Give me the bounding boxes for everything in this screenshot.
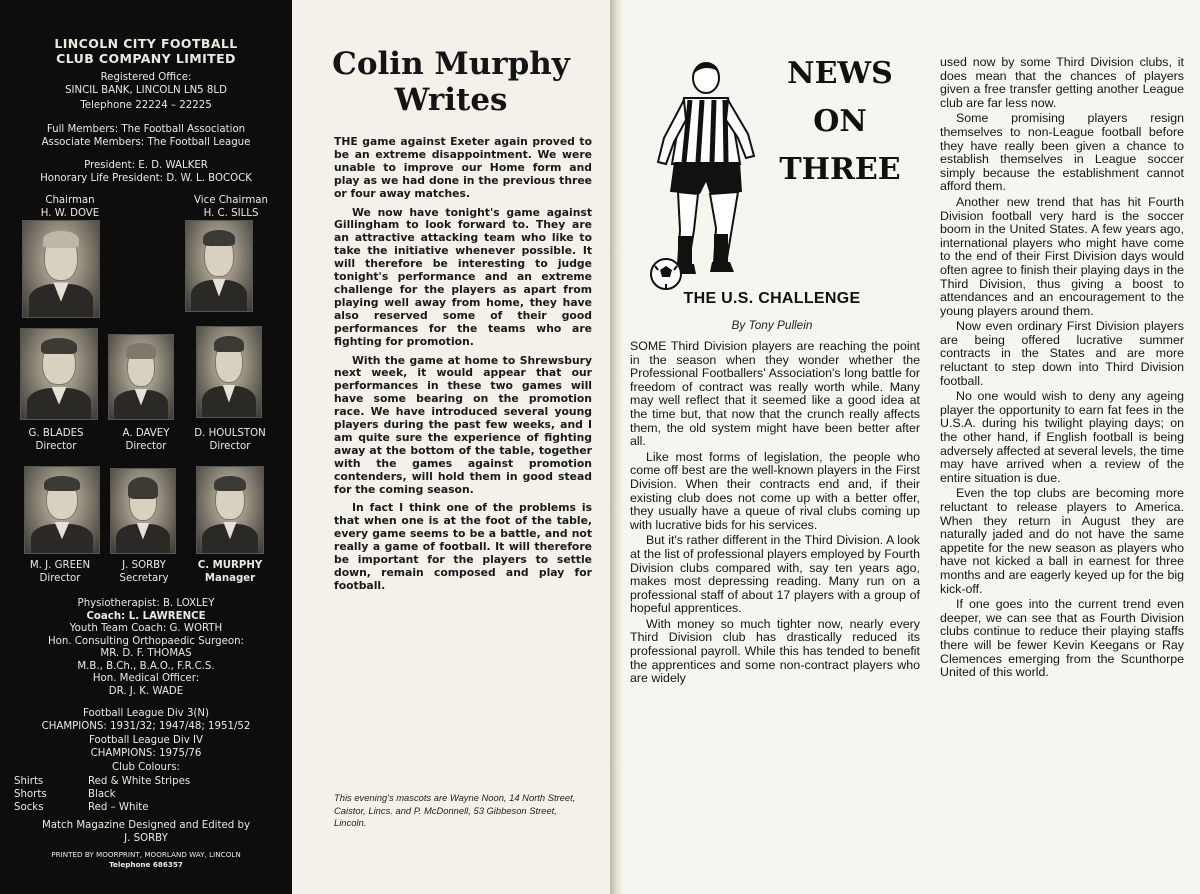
green-photo — [24, 466, 100, 554]
article-column-2 — [940, 56, 1184, 682]
colour-value: Red – White — [88, 802, 149, 813]
club-telephone: Telephone 22224 – 22225 — [80, 100, 212, 111]
article-paragraph: THE game against Exeter again proved to be an extreme disappointment. We were unable to improve our Home form and play as we had done in the previous three or four away matches. — [334, 135, 592, 200]
full-members: Full Members: The Football Association — [46, 124, 246, 135]
magazine-credit-line1: Match Magazine Designed and Edited by — [42, 820, 250, 831]
news-on-three-page — [624, 0, 1200, 894]
officer-role: Manager — [204, 572, 256, 584]
news-title-line3: THREE — [779, 152, 901, 187]
article-paragraph: If one goes into the current trend even deeper, we can see that as Fourth Division clubs continue to reduce their playing staffs there will be fewer Kevin Keegans or Ray Clemences emerging from the Scunthorpe United of this world. — [940, 597, 1184, 680]
staff — [0, 598, 292, 698]
article-paragraph: With money so much tighter now, nearly every Third Division club has drastically reduced its professional payroll. While this has tended to benefit the apprentices and some non-contract players who are widely — [630, 616, 920, 686]
blades-photo — [20, 328, 98, 420]
article-title-line2: Writes — [394, 82, 508, 118]
officer-name: D. HOULSTON — [194, 428, 266, 439]
officer-name: J. SORBY — [122, 560, 166, 571]
registered-office — [0, 72, 292, 113]
article-paragraph: Like most forms of legislation, the people who come off best are the well-known players in the First Division. When their contracts end and, if their existing club does not come up with a better offer, they usually have a queue of rival clubs coming up with lucrative bids for his services. — [630, 449, 920, 532]
page-fold — [610, 0, 624, 894]
colour-item: Shirts — [14, 776, 44, 787]
article-column-1 — [630, 340, 920, 688]
colours-heading — [0, 762, 292, 775]
club-name-line1: LINCOLN CITY FOOTBALL — [54, 36, 238, 51]
mascots-note: This evening's mascots are Wayne Noon, 14 North Street, Caistor, Lincs. and P. McDonnell, 53 Gibbeson Street, Lincoln. — [334, 792, 576, 828]
honour-div4-label: Football League Div IV — [89, 735, 203, 746]
officer-name: M. J. GREEN — [29, 560, 91, 571]
colin-murphy-page — [292, 0, 610, 894]
article-paragraph: SOME Third Division players are reaching the point in the season when they wonder whether the Professional Footballers' Association's long battle for freedom of contract was really worth while. Many may well reflect that it seemed like a good idea at the time but, that now that the crunch really affects them, the old system might have been better after all. — [630, 339, 920, 449]
vice-chairman-caption — [172, 195, 290, 220]
officer-caption-murphy — [180, 560, 280, 585]
chairman-photo — [22, 220, 100, 318]
officer-name: C. MURPHY — [197, 560, 263, 571]
medical-officer-label: Hon. Medical Officer: — [92, 673, 200, 684]
article-byline: By Tony Pullein — [731, 318, 813, 332]
vice-chairman-name: H. C. SILLS — [203, 207, 259, 219]
physiotherapist: Physiotherapist: B. LOXLEY — [77, 598, 215, 609]
honorary-life-president: Honorary Life President: D. W. L. BOCOCK — [40, 172, 252, 184]
honour-div3n-years: CHAMPIONS: 1931/32; 1947/48; 1951/52 — [41, 720, 251, 732]
club-name — [0, 36, 292, 66]
vice-chairman-photo — [185, 220, 253, 312]
honour-div3n-label: Football League Div 3(N) — [83, 708, 209, 719]
magazine-credit-line2: J. SORBY — [124, 832, 168, 844]
article-title-line1: Colin Murphy — [332, 46, 570, 82]
president: President: E. D. WALKER — [84, 160, 208, 171]
honours — [0, 708, 292, 760]
article-paragraph: We now have tonight's game against Gillingham to look forward to. They are an attractive attacking team who like to take the initiative whenever possible. It will therefore be interesting to judge tonight's performance and an extreme challenge for the players as apart from playing well away from home, they have also reserved some of their good performances for the teams who are fighting for promotion. — [334, 205, 592, 348]
officer-caption-sorby — [94, 560, 194, 585]
article-paragraph: But it's rather different in the Third Division. A look at the list of professional players employed by Fourth Division clubs compared with, say ten years ago, makes most depressing reading. Many run on a professional staff of about 17 players with a group of hopeful apprentices. — [630, 533, 920, 616]
footballer-illustration — [650, 60, 760, 294]
club-name-line2: CLUB COMPANY LIMITED — [56, 51, 236, 66]
reg-office-label: Registered Office: — [100, 72, 192, 83]
presidents — [0, 160, 292, 185]
membership — [0, 124, 292, 149]
coach: Coach: L. LAWRENCE — [86, 610, 206, 622]
article-paragraph: In fact I think one of the problems is that when one is at the foot of the table, every game seems to be a battle, and not really a game of football. It will therefore be important for the players to settle down, remain composed and play for football. — [334, 501, 592, 592]
article-paragraph: Another new trend that has hit Fourth Division football very hard is the soccer boom in the United States. A few years ago, international players who might have come to the end of their First Division days would often agree to finish their playing days in the Third Division, thus giving a boost to attendances and an encouragement to the young players around them. — [940, 194, 1184, 318]
club-info-panel — [0, 0, 292, 894]
vice-chairman-title: Vice Chairman — [194, 195, 268, 206]
surgeon-name: MR. D. F. THOMAS — [100, 648, 192, 659]
murphy-photo — [196, 466, 264, 554]
article-paragraph: used now by some Third Division clubs, it does mean that the chances of players given a free transfer getting another League club are far less now. — [940, 55, 1184, 110]
article-paragraph: No one would wish to deny any ageing player the opportunity to earn fat fees in the U.S.A. during his twilight playing days; on the other hand, if English football is being adversely affected at several levels, the time may have arrived when a review of the entire situation is due. — [940, 389, 1184, 485]
officer-role: Director — [35, 440, 77, 452]
article-paragraph: Some promising players resign themselves to non-League football before they have really been given a chance to establish themselves in League soccer simply because the establishment cannot afford them. — [940, 111, 1184, 194]
news-title-line1: NEWS — [787, 56, 893, 91]
associate-members: Associate Members: The Football League — [41, 136, 251, 148]
officer-caption-houlston — [180, 428, 280, 453]
printer-telephone: Telephone 686357 — [109, 860, 183, 869]
colour-value: Red & White Stripes — [88, 776, 191, 787]
officer-name: A. DAVEY — [122, 428, 170, 439]
sorby-photo — [110, 468, 176, 554]
chairman-title: Chairman — [45, 195, 95, 206]
article-paragraph: With the game at home to Shrewsbury next week, it would appear that our performances in these two games will have some bearing on the promotion race. We have introduced several young players during the past few weeks, and I am quite sure the experience of fighting away at the bottom of the table, together with the games against promotion contenders, will hold them in good stead for the coming season. — [334, 353, 592, 496]
officer-role: Secretary — [119, 572, 169, 584]
colour-item: Shorts — [14, 789, 47, 800]
printer-credit — [0, 850, 292, 870]
colours-heading-text: Club Colours: — [112, 762, 180, 773]
colour-value: Black — [88, 789, 116, 800]
officer-caption-blades — [6, 428, 106, 453]
colin-murphy-article-body — [334, 136, 592, 599]
officer-role: Director — [209, 440, 251, 452]
colour-item: Socks — [14, 802, 44, 813]
davey-photo — [108, 334, 174, 420]
article-paragraph: Even the top clubs are becoming more reluctant to release players to America. When they return in August they are naturally jaded and do not have the same appetite for the new season as players who have not kicked a ball in earnest for three months and are eagerly keyed up for the big kick-off. — [940, 486, 1184, 596]
news-title-line2: ON — [813, 104, 867, 139]
medical-officer-name: DR. J. K. WADE — [108, 685, 184, 697]
printer-name: PRINTED BY MOORPRINT, MOORLAND WAY, LINCOLN — [51, 850, 241, 859]
officer-name: G. BLADES — [28, 428, 84, 439]
houlston-photo — [196, 326, 262, 418]
article-paragraph: Now even ordinary First Division players are being offered lucrative summer contracts in the States and are more reluctant to step down into Third Division football. — [940, 319, 1184, 388]
chairman-caption — [20, 195, 120, 220]
surgeon-qualifications: M.B., B.Ch., B.A.O., F.R.C.S. — [77, 660, 215, 672]
magazine-credit — [0, 820, 292, 845]
honour-div4-years: CHAMPIONS: 1975/76 — [90, 747, 202, 759]
youth-coach: Youth Team Coach: G. WORTH — [69, 623, 223, 634]
article-heading: THE U.S. CHALLENGE — [683, 290, 861, 307]
reg-office-address: SINCIL BANK, LINCOLN LN5 8LD — [65, 84, 227, 96]
surgeon-label: Hon. Consulting Orthopaedic Surgeon: — [47, 635, 244, 647]
officer-role: Director — [39, 572, 81, 584]
chairman-name: H. W. DOVE — [40, 207, 100, 219]
officer-role: Director — [125, 440, 167, 452]
